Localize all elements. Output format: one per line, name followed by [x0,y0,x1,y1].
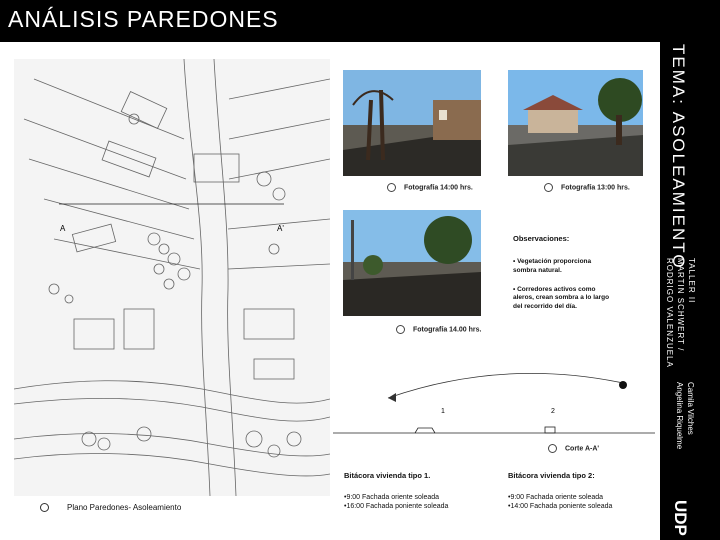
section-marker-a-prime: A' [277,224,284,233]
bitacora-type-1 [344,471,448,512]
compass-icon [548,444,557,453]
compass-icon [544,183,553,192]
observations [513,234,613,322]
site-plan-drawing [14,59,330,496]
section-caption: Corte A-A' [548,444,599,453]
photo-street-1 [343,70,481,176]
photo-street-2 [508,70,643,176]
photo-caption-2: Fotografía 13:00 hrs. [544,183,630,192]
section-label-2: 2 [551,408,555,415]
site-plan [14,59,330,496]
bitacora-title: Bitácora vivienda tipo 1. [344,471,431,480]
section-label-1: 1 [441,408,445,415]
section-marker-a: A [60,224,66,233]
theme-title: TEMA: ASOLEAMIENTO [669,44,688,270]
bitacora-line: •16:00 Fachada poniente soleada [344,503,449,510]
plan-caption: Plano Paredones- Asoleamiento [40,503,181,512]
photo-caption-1: Fotografía 14:00 hrs. [387,183,473,192]
compass-icon [396,325,405,334]
course-info: TALLER II MARTIN SCHWERT / RODRIGO VALENZUELA [665,258,696,368]
bitacora-title: Bitácora vivienda tipo 2: [508,471,595,480]
udp-logo: UDP [671,500,690,536]
bitacora-line: •14:00 Fachada poniente soleada [508,503,613,510]
photo-street-3 [343,210,481,316]
compass-icon [387,183,396,192]
bitacora-line: •9:00 Fachada oriente soleada [508,494,604,501]
observation-item: • Vegetación proporciona sombra natural. [513,258,592,274]
observation-item: • Corredores activos como aleros, crean sombra a lo largo del recorrido del día. [513,285,610,311]
photo-caption-3: Fotografía 14.00 hrs. [396,325,481,334]
page-title: ANÁLISIS PAREDONES [8,6,279,32]
bitacora-line: •9:00 Fachada oriente soleada [344,494,440,501]
student-names: Camila Vilches Angelina Riquelme [675,382,695,450]
bitacora-type-2 [508,471,612,512]
compass-icon [40,503,49,512]
observations-heading: Observaciones: [513,234,570,243]
section-drawing [333,358,655,468]
